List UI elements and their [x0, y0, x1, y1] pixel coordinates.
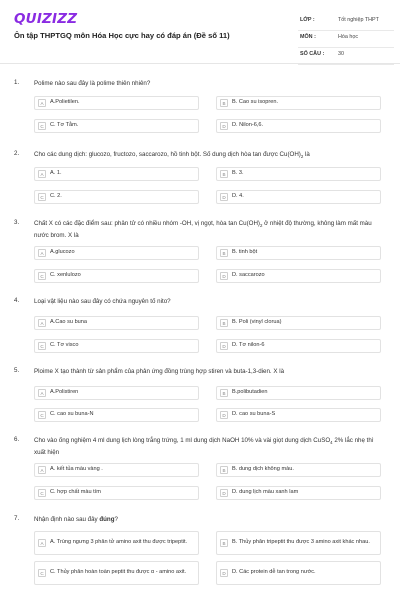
- option-text: B. Poli (vinyl clorua): [232, 319, 282, 326]
- option-b[interactable]: [216, 246, 381, 260]
- option-text: D. Các protein dễ tan trong nước.: [232, 569, 316, 576]
- option-text: D. Nilon-6,6.: [232, 122, 264, 129]
- option-letter: B: [220, 319, 228, 327]
- option-letter: C: [38, 489, 46, 497]
- question-text-part: Cho các dung dịch: glucozo, fructozo, saccarozo, hồ tinh bột. Số dung dịch hòa tan được Cu(OH): [34, 151, 301, 158]
- option-text: B. tinh bột: [232, 249, 258, 256]
- option-text: A.glucozo: [50, 249, 75, 256]
- option-letter: A: [38, 249, 46, 257]
- option-c[interactable]: [34, 190, 199, 204]
- option-text: B. Thủy phân tripeptit thu được 3 amino axit khác nhau.: [232, 539, 370, 546]
- option-text: C. Tơ Tằm.: [50, 122, 79, 129]
- option-c[interactable]: [34, 119, 199, 133]
- option-c[interactable]: [34, 339, 199, 353]
- question-text: Ploime X tạo thành từ sản phẩm của phản ứng đồng trùng hợp stiren và buta-1,3-dien. X là: [34, 368, 285, 375]
- option-text: D. dung lịch màu xanh lam: [232, 489, 299, 496]
- question-text-part: Cho vào ống nghiệm 4 ml dung lịch lòng trắng trứng, 1 ml dung dịch NaOH 10% và vài giọt dung dịch CuSO: [34, 437, 331, 444]
- question-number: 7.: [14, 515, 20, 522]
- option-d[interactable]: [216, 561, 381, 585]
- option-text: A.Polietilen.: [50, 99, 80, 106]
- question-text: [34, 515, 386, 525]
- option-letter: C: [38, 411, 46, 419]
- option-letter: B: [220, 170, 228, 178]
- option-letter: B: [220, 539, 228, 547]
- option-text: A.Cao su buna: [50, 319, 88, 326]
- question-number: 4.: [14, 297, 20, 304]
- quizizz-logo[interactable]: QUIZIZZ: [14, 11, 78, 27]
- meta-key: SỐ CÂU :: [300, 51, 325, 57]
- meta-row-subject: [298, 31, 394, 48]
- question-text: Polime nào sau đây là polime thiên nhiên?: [34, 80, 151, 87]
- option-letter: D: [220, 411, 228, 419]
- option-letter: D: [220, 569, 228, 577]
- option-text: A.Polistiren: [50, 389, 79, 396]
- option-letter: D: [220, 193, 228, 201]
- option-text: C. Tơ visco: [50, 342, 79, 349]
- option-b[interactable]: [216, 463, 381, 477]
- option-text: D. 4.: [232, 193, 244, 200]
- option-text: C. cao su buna-N: [50, 411, 94, 418]
- option-b[interactable]: [216, 96, 381, 110]
- option-c[interactable]: [34, 561, 199, 585]
- question-text-part: là: [303, 151, 310, 158]
- option-letter: B: [220, 249, 228, 257]
- option-text: D. Tơ nilon-6: [232, 342, 265, 349]
- option-letter: B: [220, 466, 228, 474]
- option-a[interactable]: [34, 167, 199, 181]
- option-a[interactable]: [34, 96, 199, 110]
- question-number: 6.: [14, 436, 20, 443]
- question-text-part: ?: [114, 516, 118, 523]
- meta-row-count: [298, 48, 394, 65]
- worksheet-meta: [298, 14, 394, 65]
- question-text: [34, 436, 386, 457]
- question-number: 5.: [14, 367, 20, 374]
- option-letter: A: [38, 389, 46, 397]
- option-text: D. cao su buna-S: [232, 411, 276, 418]
- option-text: C. xenlulozo: [50, 272, 81, 279]
- option-letter: A: [38, 99, 46, 107]
- option-text: D. saccarozo: [232, 272, 265, 279]
- option-b[interactable]: [216, 531, 381, 555]
- option-a[interactable]: [34, 246, 199, 260]
- option-letter: D: [220, 342, 228, 350]
- option-text: C. 2.: [50, 193, 62, 200]
- question-number: 1.: [14, 79, 20, 86]
- option-letter: C: [38, 342, 46, 350]
- option-letter: A: [38, 539, 46, 547]
- option-c[interactable]: [34, 269, 199, 283]
- option-a[interactable]: [34, 531, 199, 555]
- option-text: C. hợp chất màu tím: [50, 489, 101, 496]
- option-d[interactable]: [216, 486, 381, 500]
- option-text: A. 1.: [50, 170, 62, 177]
- option-d[interactable]: [216, 119, 381, 133]
- subscript: 4: [330, 440, 333, 446]
- option-text: A. kết tủa màu vàng .: [50, 466, 103, 473]
- meta-value: Hóa học: [338, 34, 359, 40]
- option-d[interactable]: [216, 408, 381, 422]
- option-a[interactable]: [34, 316, 199, 330]
- question-number: 2.: [14, 150, 20, 157]
- meta-row-class: [298, 14, 394, 31]
- question-text-emphasis: đúng: [99, 516, 115, 523]
- meta-key: MÔN :: [300, 34, 316, 40]
- question-text: Loại vật liệu nào sau đây có chứa nguyên tố nito?: [34, 298, 171, 305]
- option-text: B.polibutadien: [232, 389, 268, 396]
- option-text: B. Cao su isopren.: [232, 99, 279, 106]
- option-letter: A: [38, 319, 46, 327]
- option-text: B. 3.: [232, 170, 244, 177]
- option-letter: B: [220, 389, 228, 397]
- subscript: 2: [259, 223, 263, 229]
- option-letter: A: [38, 170, 46, 178]
- option-d[interactable]: [216, 190, 381, 204]
- question-text-part: 2% lắc nhẹ thì xuất hiện: [34, 437, 374, 456]
- option-letter: C: [38, 193, 46, 201]
- option-b[interactable]: [216, 167, 381, 181]
- option-c[interactable]: [34, 408, 199, 422]
- option-letter: C: [38, 569, 46, 577]
- option-text: A. Trùng ngưng 3 phân tử amino axit thu được tripeptit.: [50, 539, 188, 546]
- option-letter: B: [220, 99, 228, 107]
- question-number: 3.: [14, 219, 20, 226]
- meta-value: Tốt nghiệp THPT: [338, 17, 379, 23]
- option-letter: D: [220, 489, 228, 497]
- meta-key: LỚP :: [300, 17, 315, 23]
- option-a[interactable]: [34, 386, 199, 400]
- option-a[interactable]: [34, 463, 199, 477]
- option-b[interactable]: [216, 386, 381, 400]
- question-text-part: Nhận định nào sau đây: [34, 516, 100, 523]
- option-c[interactable]: [34, 486, 199, 500]
- question-text: [34, 150, 386, 162]
- option-letter: A: [38, 466, 46, 474]
- option-d[interactable]: [216, 269, 381, 283]
- question-text-part: ở nhiệt độ thường, không làm mất màu nước brom. X là: [34, 220, 372, 239]
- subscript: 2: [300, 154, 304, 160]
- option-text: C. Thủy phân hoàn toàn peptit thu được α - amino axit.: [50, 569, 187, 576]
- option-letter: C: [38, 122, 46, 130]
- option-b[interactable]: [216, 316, 381, 330]
- option-letter: D: [220, 122, 228, 130]
- question-text: [34, 219, 386, 240]
- option-letter: C: [38, 272, 46, 280]
- option-d[interactable]: [216, 339, 381, 353]
- worksheet-title: Ôn tập THPTGQ môn Hóa Học cực hay có đáp án (Đề số 11): [14, 31, 230, 40]
- meta-value: 30: [338, 51, 344, 57]
- option-text: B. dung dịch không màu.: [232, 466, 294, 473]
- question-text-part: Chất X có các đặc điểm sau: phân tử có nhiều nhóm -OH, vị ngọt, hòa tan Cu(OH): [34, 220, 260, 227]
- worksheet-header: [0, 0, 400, 64]
- option-letter: D: [220, 272, 228, 280]
